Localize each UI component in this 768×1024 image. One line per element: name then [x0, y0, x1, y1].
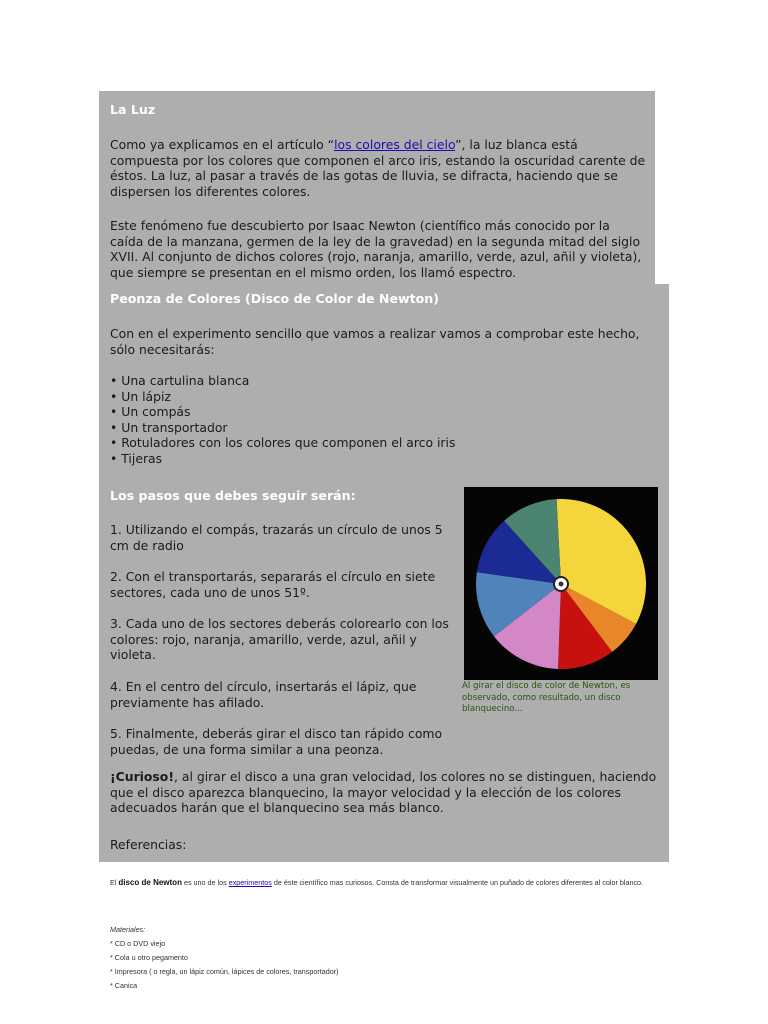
step-4: 4. En el centro del círculo, insertarás el lápiz, que previamente has afilado. [110, 679, 417, 710]
step-5: 5. Finalmente, deberás girar el disco tan rápido como puedas, de una forma similar a una peonza. [110, 726, 443, 757]
footer-list-item: * Impresora ( o regla, un lápiz común, lápices de colores, transportador) [110, 967, 339, 976]
footer-paragraph [110, 876, 655, 890]
paragraph-luz-1 [110, 137, 646, 199]
referencias-label: Referencias: [110, 837, 187, 852]
curioso-label: ¡Curioso! [110, 769, 174, 784]
materials-list [110, 373, 650, 467]
step-1: 1. Utilizando el compás, trazarás un círculo de unos 5 cm de radio [110, 522, 443, 553]
footer-list-item: * Cola u otro pegamento [110, 953, 188, 962]
link-experimentos[interactable]: experimentos [228, 878, 272, 887]
footer-list-item: * Canica [110, 981, 138, 990]
list-item: • Una cartulina blanca [110, 373, 250, 388]
paragraph-curioso [110, 769, 658, 816]
step-2: 2. Con el transportarás, separarás el círculo en siete sectores, cada uno de unos 51º. [110, 569, 436, 600]
section-title-peonza: Peonza de Colores (Disco de Color de Newton) [110, 291, 440, 306]
color-disc [476, 499, 646, 669]
link-los-colores-del-cielo[interactable]: los colores del cielo [334, 137, 456, 152]
footer-text: es uno de los [181, 878, 229, 887]
list-item: • Rotuladores con los colores que componen el arco iris [110, 435, 456, 451]
newton-disc-image [464, 487, 658, 680]
section-title-pasos: Los pasos que debes seguir serán: [110, 488, 356, 503]
footer-text: de éste científico mas curiosos. Consta de transformar visualmente un puñado de colores diferentes al color blanco. [271, 878, 644, 887]
footer-text: El [110, 878, 119, 887]
list-item: • Tijeras [110, 450, 163, 466]
materiales-label: Materiales: [110, 925, 146, 934]
paragraph-text: Como ya explicamos en el artículo “ [110, 137, 335, 152]
step-3: 3. Cada uno de los sectores deberás colorearlo con los colores: rojo, naranja, amarillo, verde, azul, añil y violeta. [110, 616, 449, 663]
footer-list-item: * CD o DVD viejo [110, 939, 166, 948]
footer-bold-disco: disco de Newton [118, 878, 182, 887]
paragraph-peonza-intro: Con en el experimento sencillo que vamos a realizar vamos a comprobar este hecho, sólo necesitarás: [110, 326, 640, 357]
paragraph-luz-2: Este fenómeno fue descubierto por Isaac Newton (científico más conocido por la caída de la manzana, germen de la ley de la gravedad) en la segunda mitad del siglo XVII. Al conjunto de dichos colores (rojo, naranja, amarillo, verde, azul, añil y violeta), que siempre se presentan en el mismo orden, los llamó espectro. [110, 218, 642, 280]
newton-disc-svg [464, 487, 658, 680]
list-item: • Un compás [110, 404, 191, 420]
disc-center-dot [559, 582, 564, 587]
paragraph-text: ”, la luz blanca está compuesta por los colores que componen el arco iris, estando la oscuridad carente de éstos. La luz, al pasar a través de las gotas de lluvia, se difracta, haciendo que se dispersen los diferentes colores. [110, 137, 646, 199]
section-title-la-luz: La Luz [110, 102, 156, 117]
list-item: • Un lápiz [110, 388, 171, 404]
paragraph-text: , al girar el disco a una gran velocidad, los colores no se distinguen, haciendo que el disco aparezca blanquecino, la mayor velocidad y la elección de los colores adecuados harán que el blanquecino sea más blanco. [110, 769, 657, 816]
list-item: • Un transportador [110, 419, 228, 435]
figure-caption: Al girar el disco de color de Newton, es observado, como resultado, un disco blanquecino... [462, 681, 631, 714]
